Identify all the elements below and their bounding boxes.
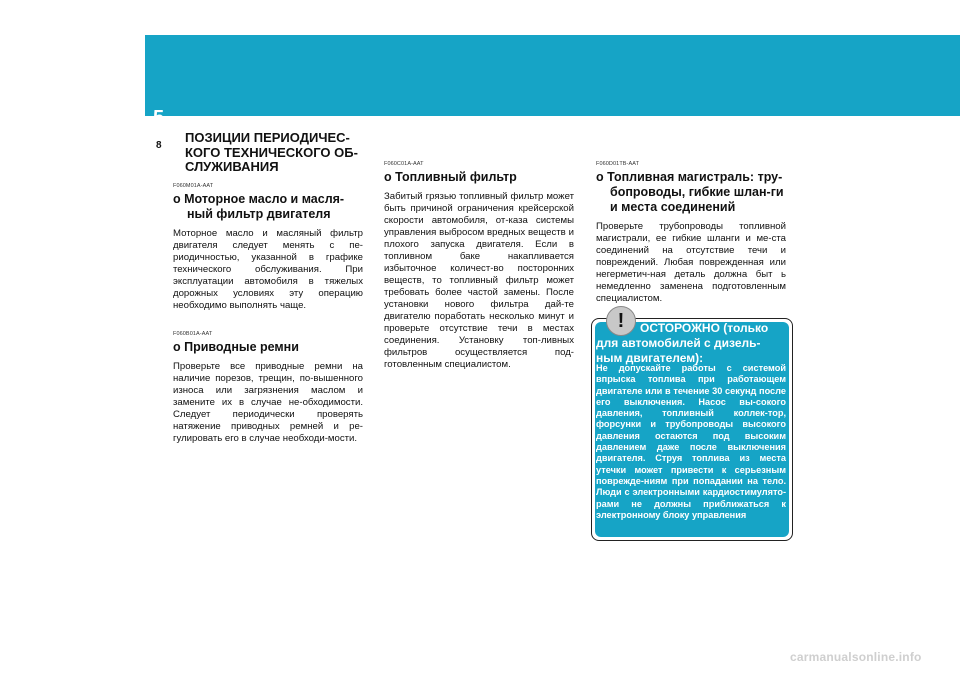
page-number: 8 bbox=[156, 140, 162, 151]
chapter-number: 5 bbox=[153, 107, 165, 129]
section-text: Моторное масло и масляный фильтр двигателя следует менять с пе-риодичностью, указанной в графике технического обслуживания. При эксплуатации автомобиля в тяжелых дорожных условиях эту операцию необходимо выполнять чаще. bbox=[173, 228, 363, 311]
column-1 bbox=[173, 183, 363, 445]
section-title: ПОЗИЦИИ ПЕРИОДИЧЕС-КОГО ТЕХНИЧЕСКОГО ОБ-СЛУЖИВАНИЯ bbox=[185, 130, 358, 174]
header-band bbox=[145, 35, 960, 116]
section-text: Забитый грязью топливный фильтр может быть причиной ограничения крейсерской скорости автомобиля, от-каза системы управления выбросом вредных веществ и плохого запуска двигателя. Если в топливном баке накапливается избыточное количест-во посторонних веществ, то топливный фильтр может требовать более частой замены. После установки нового фильтра дай-те двигателю поработать несколько минут и проверьте отсутствие течи в местах соединения. Установку топ-ливных фильтров осуществляется под-готовленным специалистом. bbox=[384, 191, 574, 370]
section-heading: o Приводные ремни bbox=[173, 340, 299, 354]
column-2 bbox=[384, 161, 574, 371]
watermark: carmanualsonline.info bbox=[790, 650, 922, 664]
section-code: F060B01A-AAT bbox=[173, 331, 213, 337]
section-code: F060C01A-AAT bbox=[384, 161, 424, 167]
section-code: F060D01TB-AAT bbox=[596, 161, 640, 167]
section-code: F060M01A-AAT bbox=[173, 183, 214, 189]
section-heading: o Топливная магистраль: тру-бопроводы, гибкие шлан-ги и места соединений bbox=[596, 170, 784, 214]
section-text: Проверьте трубопроводы топливной магистрали, ее гибкие шланги и ме-ста соединений на отсутствие течи и повреждений. Любая поврежденная или негерметич-ная деталь должна быт ь немедленно заменена подготовленным специалистом. bbox=[596, 221, 786, 304]
chapter-title: ТРЕБОВАНИЯ К ТЕХНИЧЕСКОМУ ОБСЛУЖИВАНИЮ АВТОМОБИЛЯ bbox=[166, 115, 454, 125]
section-text: Проверьте все приводные ремни на наличие порезов, трещин, по-вышенного износа или загрязнения маслом и замените их в случае не-обходимости. Следует периодически проверять натяжение приводных ремней и ре-гулировать его в случае необходи-мости. bbox=[173, 361, 363, 444]
warning-text: Не допускайте работы с системой впрыска топлива при работающем двигателе или в течение 30 секунд после его выключения. Насос вы-сокого давления, топливный коллек-тор, форсунки и трубопроводы высокого давления остаются под высоким давлением даже после выключения двигателя. Струя топлива из места утечки может привести к серьезным поврежде-ниям при попадании на тело. Люди с электронными кардиостимулято-рами не должны приближаться к электронному блоку управления bbox=[596, 363, 786, 520]
section-heading: o Моторное масло и масля-ный фильтр двигателя bbox=[173, 192, 345, 221]
column-3 bbox=[596, 161, 786, 305]
section-heading: o Топливный фильтр bbox=[384, 170, 517, 184]
warning-icon: ! bbox=[606, 306, 636, 336]
warning-title: ОСТОРОЖНО (только для автомобилей с дизель-ным двигателем): bbox=[596, 321, 769, 365]
